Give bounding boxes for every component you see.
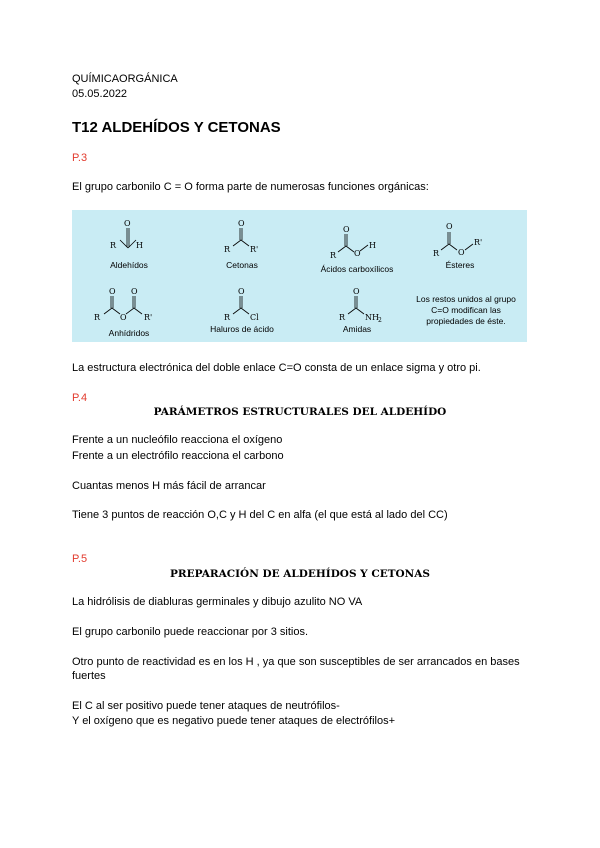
label-cetonas: Cetonas	[226, 260, 258, 270]
section-label-p4: P.4	[72, 392, 88, 404]
p5-heading: PREPARACIÓN DE ALDEHÍDOS Y CETONAS	[170, 568, 430, 580]
atom-r-prime: R'	[250, 245, 259, 254]
atom-o: O	[120, 313, 127, 322]
atom-r: R	[224, 313, 231, 322]
p4-line-1: Frente a un nucleófilo reacciona el oxígeno	[72, 434, 283, 446]
p4-heading: PARÁMETROS ESTRUCTURALES DEL ALDEHÍDO	[153, 406, 447, 418]
atom-o: O	[353, 287, 360, 296]
label-amidas: Amidas	[342, 324, 372, 334]
atom-r-prime: R'	[474, 238, 483, 247]
atom-r: R	[339, 313, 346, 322]
section-label-p3: P.3	[72, 152, 88, 164]
document-date: 05.05.2022	[72, 88, 128, 100]
p3-after-figure: La estructura electrónica del doble enlace C=O consta de un enlace sigma y otro pi.	[72, 362, 481, 374]
atom-r: R	[433, 249, 440, 258]
atom-h: H	[136, 241, 143, 250]
atom-r-prime: R'	[144, 313, 153, 322]
atom-r: R	[330, 251, 337, 260]
label-aldehidos: Aldehídos	[110, 260, 148, 270]
atom-r: R	[94, 313, 101, 322]
atom-cl: Cl	[250, 313, 259, 322]
course-subject: QUÍMICAORGÁNICA	[72, 73, 178, 85]
atom-o: O	[446, 222, 453, 231]
carboxylic-acid-structure	[302, 218, 412, 284]
atom-nh: NH	[365, 313, 379, 322]
label-anhidridos: Anhídridos	[108, 328, 150, 338]
p3-intro: El grupo carbonilo C = O forma parte de numerosas funciones orgánicas:	[72, 181, 429, 193]
p5-line-5: El C al ser positivo puede tener ataques de neutrófilos-	[72, 700, 340, 712]
atom-h: H	[369, 241, 376, 250]
atom-o: O	[238, 219, 245, 228]
label-acidos-carboxilicos: Ácidos carboxílicos	[320, 264, 394, 274]
amide-structure	[302, 280, 412, 346]
atom-o: O	[343, 225, 350, 234]
p4-line-2: Frente a un electrófilo reacciona el carbono	[72, 450, 284, 462]
atom-o: O	[238, 287, 245, 296]
label-haluros-de-acido: Haluros de ácido	[210, 324, 274, 334]
acid-halide-structure	[187, 280, 297, 346]
p4-line-4: Tiene 3 puntos de reacción O,C y H del C en alfa (el que está al lado del CC)	[72, 509, 448, 521]
figure-note: Los restos unidos al grupo C=O modifican las propiedades de éste.	[416, 294, 516, 326]
p5-line-6: Y el oxígeno que es negativo puede tener ataques de electrófilos+	[72, 715, 396, 727]
atom-r: R	[110, 241, 117, 250]
label-esteres: Ésteres	[445, 260, 475, 270]
atom-nh-subscript: 2	[378, 317, 382, 324]
p5-line-4: fuertes	[72, 670, 106, 682]
atom-o: O	[131, 287, 138, 296]
atom-o: O	[124, 219, 131, 228]
p5-line-3: Otro punto de reactividad es en los H , ya que son susceptibles de ser arrancados en bases	[72, 656, 520, 668]
ester-structure	[415, 214, 525, 280]
atom-o: O	[109, 287, 116, 296]
p5-line-2: El grupo carbonilo puede reaccionar por 3 sitios.	[72, 626, 309, 638]
anhydride-structure	[74, 280, 184, 346]
atom-o: O	[458, 248, 465, 257]
aldehyde-structure	[74, 214, 184, 280]
p4-line-3: Cuantas menos H más fácil de arrancar	[72, 480, 266, 492]
ketone-structure	[187, 216, 297, 282]
carbonyl-functions-figure	[72, 210, 527, 342]
p5-line-1: La hidrólisis de diabluras germinales y dibujo azulito NO VA	[72, 596, 363, 608]
section-label-p5: P.5	[72, 553, 88, 565]
page-title: T12 ALDEHÍDOS Y CETONAS	[72, 119, 281, 136]
atom-o: O	[354, 249, 361, 258]
atom-r: R	[224, 245, 231, 254]
